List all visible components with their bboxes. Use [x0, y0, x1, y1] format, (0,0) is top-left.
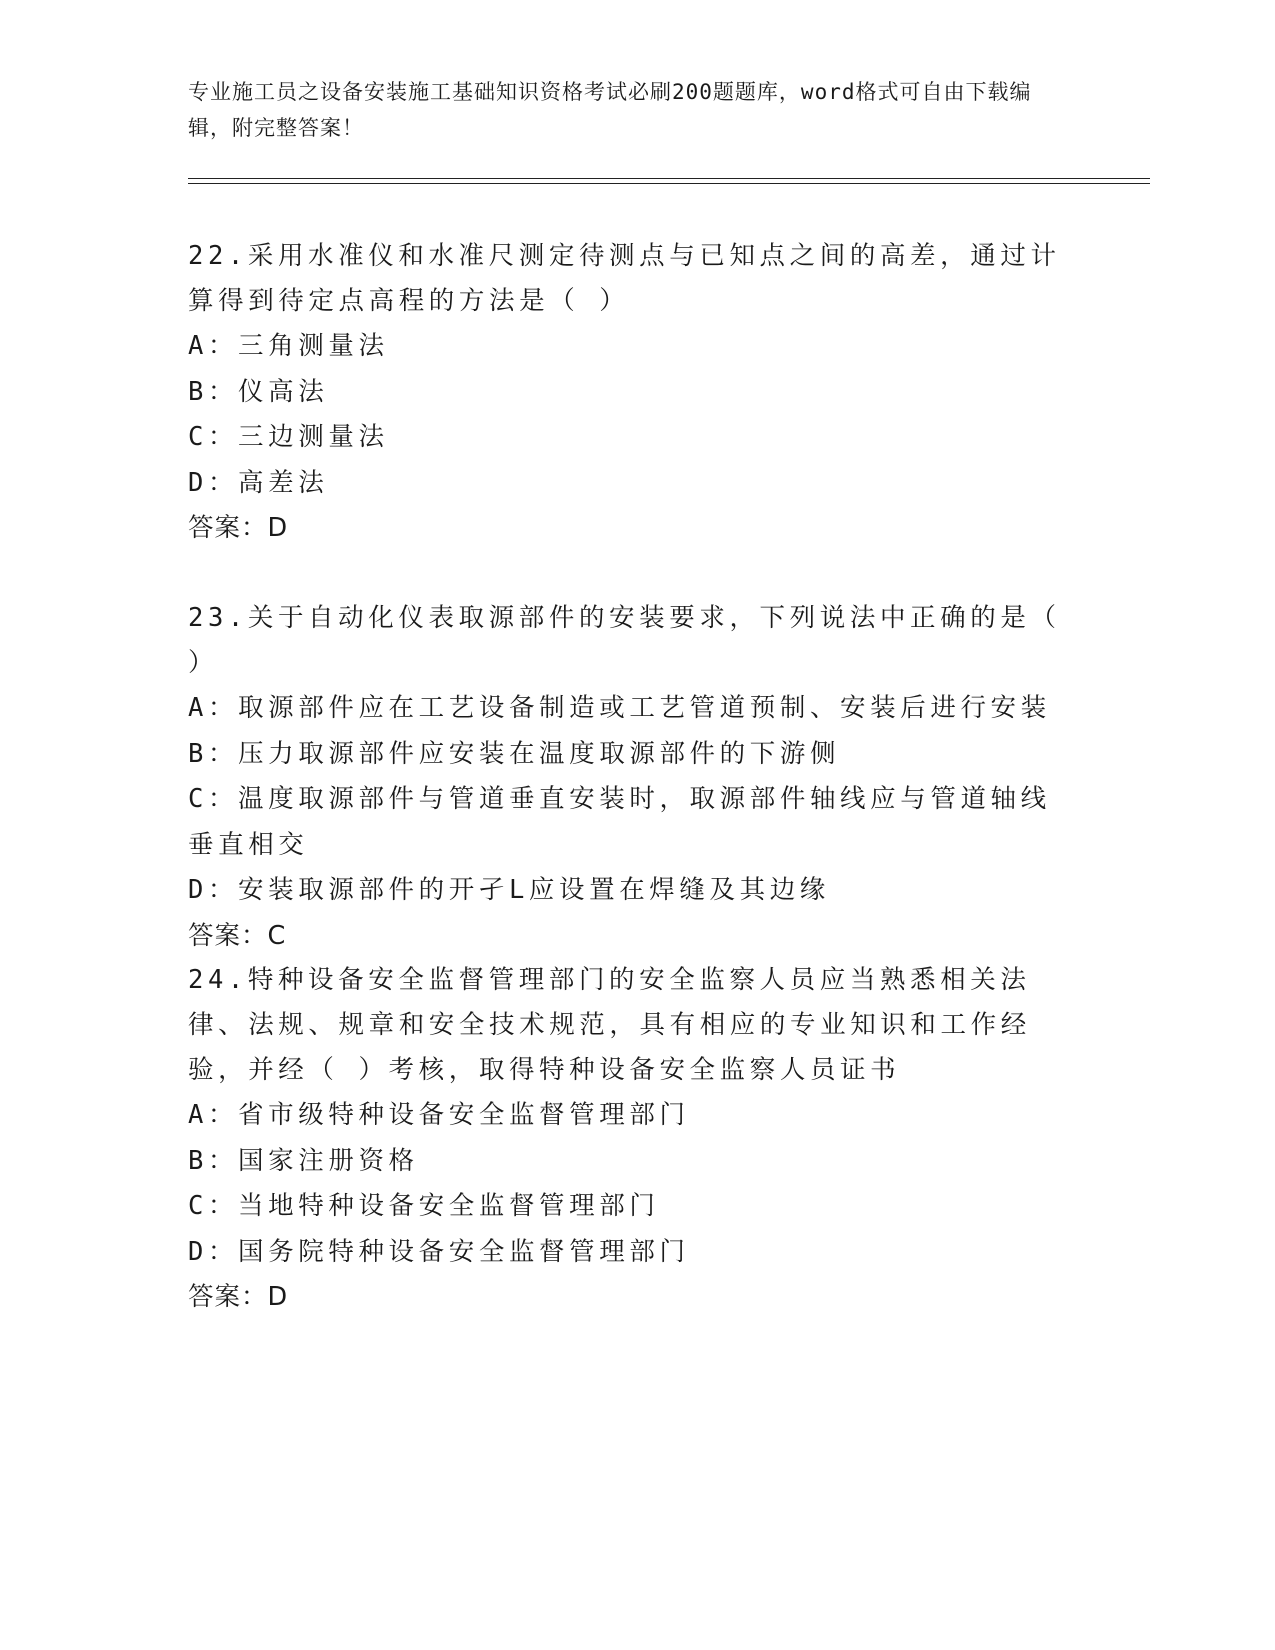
question-stem: 23.关于自动化仪表取源部件的安装要求，下列说法中正确的是（ ）	[188, 603, 1061, 678]
option-d: D：高差法	[188, 467, 329, 498]
option-b: B：压力取源部件应安装在温度取源部件的下游侧	[188, 738, 841, 769]
question-22	[188, 234, 1068, 552]
option-d: D：安装取源部件的开孑L应设置在焊缝及其边缘	[188, 875, 830, 905]
answer-line: 答案：D	[188, 513, 289, 543]
answer-line: 答案：C	[188, 920, 287, 951]
option-c: C：温度取源部件与管道垂直安装时，取源部件轴线应与管道轴线垂直相交	[188, 784, 1051, 860]
header-divider-top	[188, 178, 1150, 179]
question-stem: 24.特种设备安全监督管理部门的安全监察人员应当熟悉相关法律、法规、规章和安全技术规范，具有相应的专业知识和工作经验，并经（ ）考核，取得特种设备安全监察人员证书	[188, 965, 1031, 1085]
header-divider-bottom	[188, 183, 1150, 184]
question-23	[188, 596, 1068, 959]
question-stem: 22.采用水准仪和水准尺测定待测点与已知点之间的高差，通过计算得到待定点高程的方法是（ ）	[188, 241, 1061, 316]
question-24	[188, 958, 1068, 1321]
option-a: A：取源部件应在工艺设备制造或工艺管道预制、安装后进行安装	[188, 693, 1051, 723]
option-d: D：国务院特种设备安全监督管理部门	[188, 1236, 690, 1267]
option-c: C：当地特种设备安全监督管理部门	[188, 1191, 660, 1221]
option-c: C：三边测量法	[188, 422, 389, 452]
option-b: B：仪高法	[188, 376, 329, 407]
option-b: B：国家注册资格	[188, 1145, 419, 1176]
document-header: 专业施工员之设备安装施工基础知识资格考试必刷200题题库，word格式可自由下载编辑，附完整答案！	[188, 80, 1032, 140]
answer-line: 答案：D	[188, 1282, 289, 1312]
option-a: A：三角测量法	[188, 331, 389, 361]
option-a: A：省市级特种设备安全监督管理部门	[188, 1100, 690, 1130]
